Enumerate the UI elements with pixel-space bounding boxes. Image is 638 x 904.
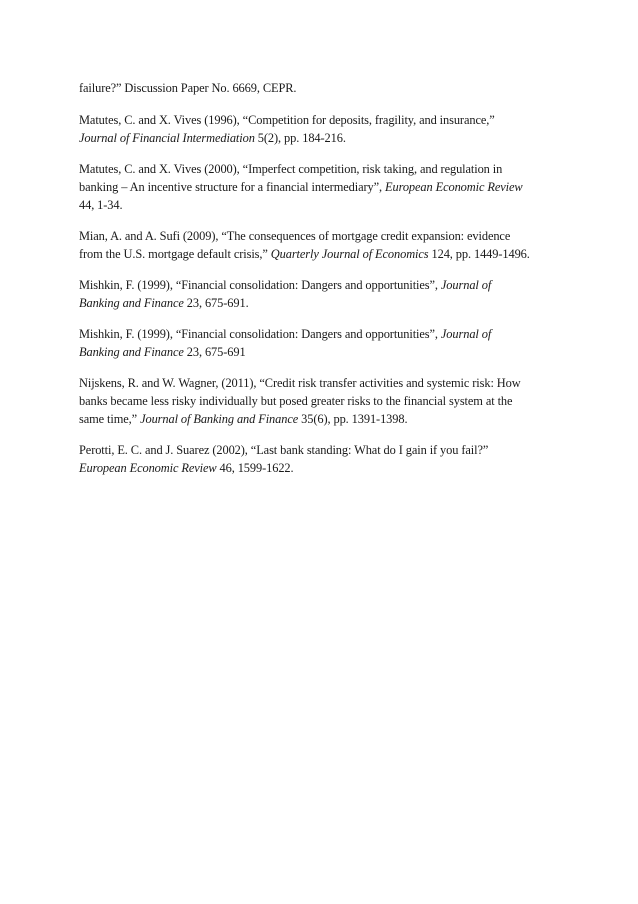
journal-title-text: Journal of	[440, 327, 492, 341]
reference-text: Mishkin, F. (1999), “Financial consolidation: Dangers and opportunities”,	[79, 278, 441, 292]
reference-entry	[79, 111, 549, 147]
reference-text: 124, pp. 1449-1496.	[428, 247, 530, 261]
reference-text: 44, 1-34.	[79, 198, 123, 212]
reference-text: Mishkin, F. (1999), “Financial consolidation: Dangers and opportunities”,	[79, 327, 441, 341]
journal-title-text: Banking and Finance	[79, 296, 184, 310]
reference-line	[79, 459, 549, 477]
reference-entry	[79, 441, 549, 477]
journal-title-text: European Economic Review	[79, 461, 217, 475]
journal-title-text: Journal of Financial Intermediation	[79, 131, 255, 145]
reference-entry	[79, 325, 549, 361]
journal-title-text: Banking and Finance	[79, 345, 184, 359]
reference-entry	[79, 79, 549, 97]
reference-entry	[79, 160, 549, 214]
reference-line	[79, 111, 549, 129]
reference-line	[79, 245, 549, 263]
reference-text: 23, 675-691	[183, 345, 246, 359]
reference-entry	[79, 276, 549, 312]
reference-line	[79, 276, 549, 294]
reference-line	[79, 129, 549, 147]
reference-line	[79, 374, 549, 392]
reference-line	[79, 410, 549, 428]
reference-text: Mian, A. and A. Sufi (2009), “The consequences of mortgage credit expansion: evidence	[79, 229, 511, 243]
reference-line	[79, 160, 549, 178]
reference-text: 35(6), pp. 1391-1398.	[298, 412, 408, 426]
reference-text: 46, 1599-1622.	[216, 461, 294, 475]
reference-line	[79, 227, 549, 245]
reference-text: Matutes, C. and X. Vives (2000), “Imperfect competition, risk taking, and regulation in	[79, 162, 503, 176]
journal-title-text: Journal of Banking and Finance	[140, 412, 299, 426]
reference-text: Nijskens, R. and W. Wagner, (2011), “Credit risk transfer activities and systemic risk: How	[79, 376, 521, 390]
journal-title-text: European Economic Review	[385, 180, 523, 194]
reference-line	[79, 178, 549, 196]
reference-list	[79, 79, 549, 490]
reference-text: banking – An incentive structure for a financial intermediary”,	[79, 180, 386, 194]
reference-line	[79, 343, 549, 361]
reference-text: failure?” Discussion Paper No. 6669, CEPR.	[79, 81, 297, 95]
journal-title-text: Journal of	[440, 278, 492, 292]
reference-text: same time,”	[79, 412, 141, 426]
reference-entry	[79, 374, 549, 428]
reference-line	[79, 441, 549, 459]
journal-title-text: Quarterly Journal of Economics	[270, 247, 429, 261]
reference-text: Perotti, E. C. and J. Suarez (2002), “Last bank standing: What do I gain if you fail?”	[79, 443, 489, 457]
reference-line	[79, 392, 549, 410]
reference-text: Matutes, C. and X. Vives (1996), “Competition for deposits, fragility, and insurance,”	[79, 113, 495, 127]
reference-text: 23, 675-691.	[183, 296, 249, 310]
reference-text: banks became less risky individually but posed greater risks to the financial system at the	[79, 394, 513, 408]
reference-line	[79, 196, 549, 214]
reference-line	[79, 294, 549, 312]
reference-line	[79, 79, 549, 97]
reference-line	[79, 325, 549, 343]
reference-entry	[79, 227, 549, 263]
reference-text: 5(2), pp. 184-216.	[254, 131, 346, 145]
reference-text: from the U.S. mortgage default crisis,”	[79, 247, 271, 261]
